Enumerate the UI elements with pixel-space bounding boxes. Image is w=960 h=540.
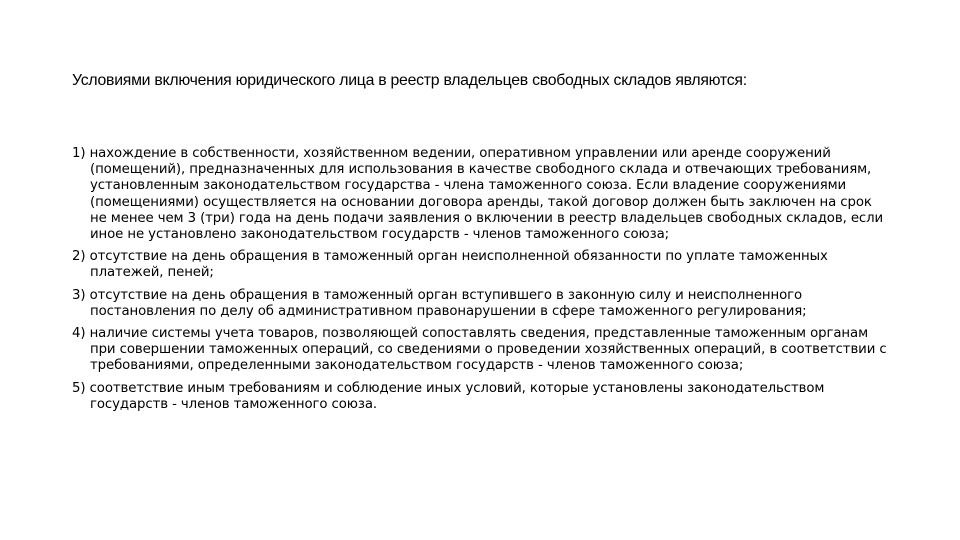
- condition-text: отсутствие на день обращения в таможенный орган неисполненной обязанности по уплате таможенных платежей, пеней;: [89, 249, 828, 281]
- condition-number: 1): [72, 146, 86, 161]
- condition-item-5: [72, 381, 892, 413]
- condition-item-4: [72, 326, 892, 375]
- condition-item-1: [72, 146, 892, 243]
- condition-text: нахождение в собственности, хозяйственном ведении, оперативном управлении или аренде сооружений (помещений), предназначенных для использования в качестве свободного склада и отвечающих требованиям, установленным законодательством государства - члена таможенного союза. Если владение сооружениями (помещениями) осуществляется на основании договора аренды, такой договор должен быть заключен на срок не менее чем 3 (три) года на день подачи заявления о включении в реестр владельцев свободных складов, если иное не установлено законодательством государств - членов таможенного союза;: [89, 146, 884, 243]
- condition-number: 5): [72, 380, 86, 396]
- condition-number: 2): [72, 249, 86, 265]
- condition-text: наличие системы учета товаров, позволяющей сопоставлять сведения, представленные таможенным органам при совершении таможенных операций, со сведениями о проведении хозяйственных операций, в соответствии с требованиями, определенными законодательством государств - членов таможенного союза;: [89, 326, 887, 374]
- condition-item-3: [72, 288, 892, 320]
- condition-number: 3): [72, 287, 86, 303]
- condition-text: соответствие иным требованиям и соблюдение иных условий, которые установлены законодательством государств - членов таможенного союза.: [89, 380, 825, 412]
- condition-number: 4): [72, 326, 86, 342]
- conditions-list: [72, 146, 892, 419]
- condition-text: отсутствие на день обращения в таможенный орган вступившего в законную силу и неисполненного постановления по делу об административном правонарушении в сфере таможенного регулирования;: [89, 287, 807, 319]
- condition-item-2: [72, 249, 892, 281]
- slide-title: Условиями включения юридического лица в реестр владельцев свободных складов являются:: [72, 72, 747, 89]
